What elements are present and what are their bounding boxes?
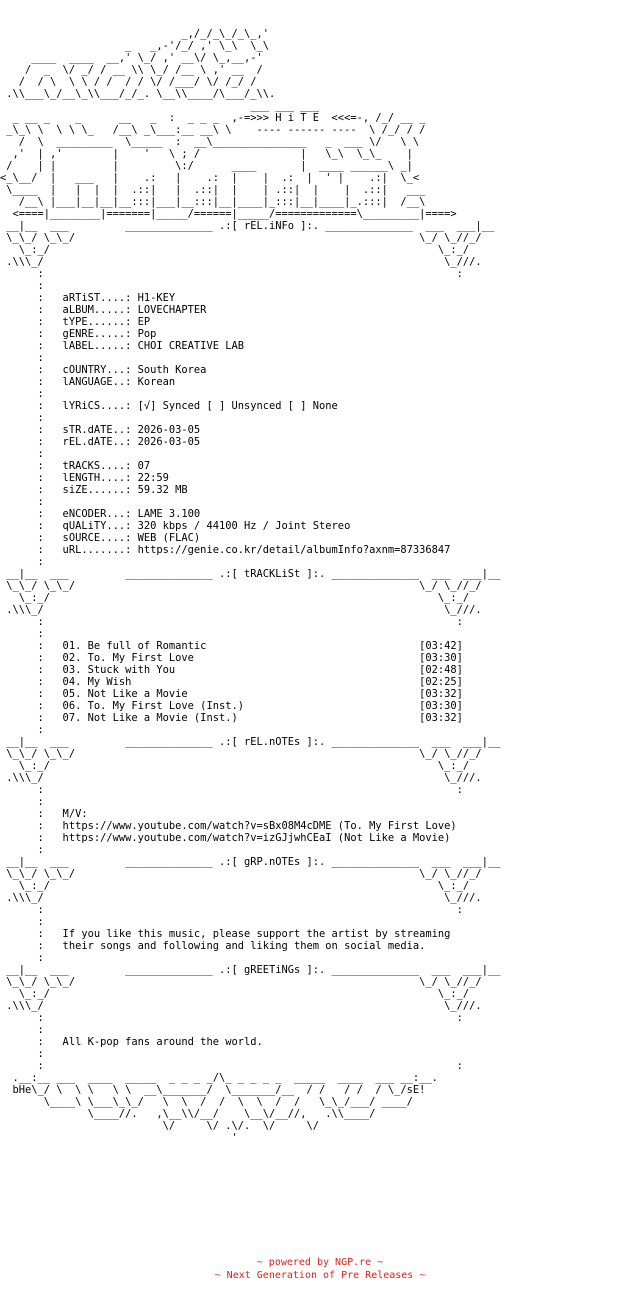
nfo-line: : aLBUM.....: LOVECHAPTER xyxy=(0,304,207,316)
nfo-line: \_\_/ \_\_/ \_/ \_//_/ xyxy=(0,976,482,988)
nfo-line: .__:__ ___ ____ _____ _ _ _ _/\_ _ _ _ _ _____ ____ ___ __:__. xyxy=(0,1072,438,1084)
nfo-line: : : xyxy=(0,616,463,628)
nfo-line: __|__ ___ ______________ .:[ rEL.iNFo ]:. ______________ ___ ___|__ xyxy=(0,220,495,232)
nfo-line: \_\_/ \_\_/ \_/ \_//_/ xyxy=(0,580,482,592)
nfo-line: ,' | ,' | ' \ ; / | \_\ \_\_ | xyxy=(0,148,413,160)
nfo-line: : sOURCE....: WEB (FLAC) xyxy=(0,532,201,544)
nfo-line: \____\ \___\_\_/ \ \ / / \ \ / / \_\_/___/ ____/ xyxy=(0,1096,413,1108)
footer xyxy=(0,1257,640,1281)
nfo-line: : qUALiTY...: 320 kbps / 44100 Hz / Joint Stereo xyxy=(0,520,351,532)
nfo-line: : xyxy=(0,448,44,460)
nfo-line: ____ ____ __,' \_/ ,' __\/ \_,__,-' xyxy=(0,52,263,64)
nfo-line: /__\ |___|__|__|__:::|___|__:::|__|____|_:::|__|____|_.:::| /__\ xyxy=(0,196,426,208)
nfo-line: : aRTiST....: H1-KEY xyxy=(0,292,176,304)
nfo-line: : M/V: xyxy=(0,808,88,820)
nfo-line: : lENGTH....: 22:59 xyxy=(0,472,169,484)
nfo-line: \_:_/ \_:_/ xyxy=(0,244,470,256)
nfo-line: : xyxy=(0,556,44,568)
nfo-line: __|__ ___ ______________ .:[ tRACKLiSt ]:. ______________ ___ ___|__ xyxy=(0,568,501,580)
nfo-line: / / \ \ \ / / / / \/ /___/ \/ /_/ / xyxy=(0,76,257,88)
powered-by-prefix: ~ powered by xyxy=(256,1257,336,1268)
nfo-line: : 01. Be full of Romantic [03:42] xyxy=(0,640,463,652)
nfo-line: : 07. Not Like a Movie (Inst.) [03:32] xyxy=(0,712,463,724)
nfo-line: <_\__/ | ___ | .: | .: | | .: | ' | .:| \_< xyxy=(0,172,420,184)
nfo-line: : cOUNTRY...: South Korea xyxy=(0,364,207,376)
ngp-link[interactable]: NGP.re xyxy=(335,1257,372,1268)
nfo-line: _\_\ \ \ \ \_ /__\ _\___:__ __\ \ ---- ------ ---- \ /_/ / / xyxy=(0,124,426,136)
nfo-line: __|__ ___ ______________ .:[ gREETiNGs ]:. ______________ ___ ___|__ xyxy=(0,964,501,976)
nfo-line: _ _,-'/_/ ,' \_\ \_\ xyxy=(0,40,269,52)
nfo-line: : xyxy=(0,916,44,928)
nfo-line: \_:_/ \_:_/ xyxy=(0,988,470,1000)
nfo-line: : eNCODER...: LAME 3.100 xyxy=(0,508,201,520)
nfo-line: : siZE......: 59.32 MB xyxy=(0,484,188,496)
nfo-line: : sTR.dATE..: 2026-03-05 xyxy=(0,424,201,436)
nfo-line: : xyxy=(0,952,44,964)
nfo-line: : 04. My Wish [02:25] xyxy=(0,676,463,688)
nfo-line: __|__ ___ ______________ .:[ rEL.nOTEs ]:. ______________ ___ ___|__ xyxy=(0,736,501,748)
nfo-line: \_:_/ \_:_/ xyxy=(0,880,470,892)
nfo-line: : : xyxy=(0,1060,463,1072)
nfo-line: _ __ _ _ __ _ : _ _ _ ,-=>>> H i T E <<<=-, /_/ __ _ xyxy=(0,112,426,124)
nfo-line: : xyxy=(0,388,44,400)
nfo-line: : : xyxy=(0,268,463,280)
tagline: ~ Next Generation of Pre Releases ~ xyxy=(214,1270,426,1281)
nfo-line: : lYRiCS....: [√] Synced [ ] Unsynced [ ] None xyxy=(0,400,338,412)
powered-by-line xyxy=(0,1257,640,1268)
nfo-line: / _ \/ _/ / __ \\ \_/ /__ \ ,' __ / xyxy=(0,64,263,76)
nfo-line: : xyxy=(0,724,44,736)
nfo-line: : https://www.youtube.com/watch?v=sBx08M4cDME (To. My First Love) xyxy=(0,820,457,832)
nfo-line: : : xyxy=(0,784,463,796)
powered-by-suffix: ~ xyxy=(371,1257,384,1268)
nfo-line: / | | | \:/ ____ | ____ ______\ _| xyxy=(0,160,413,172)
nfo-line: ' xyxy=(0,1132,238,1144)
nfo-line: \_\_/ \_\_/ \_/ \_//_/ xyxy=(0,232,482,244)
nfo-line: : lABEL.....: CHOI CREATIVE LAB xyxy=(0,340,244,352)
nfo-line: \____ | | | | .::| | .::| | | .::| | | .::| ___ xyxy=(0,184,426,196)
nfo-line: : xyxy=(0,280,44,292)
nfo-line: .\\\_/ \_///. xyxy=(0,892,482,904)
nfo-line: : https://www.youtube.com/watch?v=izGJjwhCEaI (Not Like a Movie) xyxy=(0,832,451,844)
nfo-line: <====|________|=======|_____/======|_____/=============\_________|====> xyxy=(0,208,457,220)
nfo-line: : 02. To. My First Love [03:30] xyxy=(0,652,463,664)
nfo-line: _,/_/_\_/_\_,' xyxy=(0,28,269,40)
nfo-line: : xyxy=(0,844,44,856)
nfo-line: \/ \/ .\/. \/ \/ xyxy=(0,1120,320,1132)
nfo-line: : gENRE.....: Pop xyxy=(0,328,157,340)
nfo-line: \_\_/ \_\_/ \_/ \_//_/ xyxy=(0,748,482,760)
nfo-line: ___ ___ ___ xyxy=(0,100,320,112)
nfo-line: : lANGUAGE..: Korean xyxy=(0,376,176,388)
nfo-line: \_:_/ \_:_/ xyxy=(0,592,470,604)
nfo-line: bHe\_/ \ \ \ \ \ __\_______/ \_______/__ / / / / / \_/sE! xyxy=(0,1084,426,1096)
nfo-line: \_\_/ \_\_/ \_/ \_//_/ xyxy=(0,868,482,880)
nfo-line: .\\\_/ \_///. xyxy=(0,772,482,784)
nfo-document xyxy=(0,28,500,1144)
nfo-line: : : xyxy=(0,1012,463,1024)
nfo-line: / \ _________ \_____ : __\_______________ _ ___ \/ \ \ xyxy=(0,136,420,148)
nfo-line: : rEL.dATE..: 2026-03-05 xyxy=(0,436,201,448)
nfo-line: : 06. To. My First Love (Inst.) [03:30] xyxy=(0,700,463,712)
nfo-line: : their songs and following and liking them on social media. xyxy=(0,940,426,952)
nfo-line: : 03. Stuck with You [02:48] xyxy=(0,664,463,676)
nfo-line: .\\___\_/__\_\\___/_/_. \__\\____/\___/_\\. xyxy=(0,88,276,100)
nfo-line: \____//. ,\__\\/__/ \__\/__//, .\\____/ xyxy=(0,1108,376,1120)
nfo-line: : xyxy=(0,412,44,424)
nfo-line: : xyxy=(0,796,44,808)
nfo-line: : xyxy=(0,1048,44,1060)
nfo-line: __|__ ___ ______________ .:[ gRP.nOTEs ]:. ______________ ___ ___|__ xyxy=(0,856,501,868)
nfo-line: : xyxy=(0,496,44,508)
nfo-line: : 05. Not Like a Movie [03:32] xyxy=(0,688,463,700)
nfo-line: : tYPE......: EP xyxy=(0,316,151,328)
nfo-line: : : xyxy=(0,904,463,916)
nfo-line: : All K-pop fans around the world. xyxy=(0,1036,263,1048)
nfo-line: : If you like this music, please support the artist by streaming xyxy=(0,928,451,940)
nfo-line: : uRL.......: https://genie.co.kr/detail/albumInfo?axnm=87336847 xyxy=(0,544,451,556)
nfo-line: : xyxy=(0,1024,44,1036)
nfo-line: : tRACKS....: 07 xyxy=(0,460,151,472)
nfo-line: .\\\_/ \_///. xyxy=(0,1000,482,1012)
nfo-line: : xyxy=(0,628,44,640)
nfo-line: : xyxy=(0,352,44,364)
nfo-line: .\\\_/ \_///. xyxy=(0,604,482,616)
nfo-line: \_:_/ \_:_/ xyxy=(0,760,470,772)
nfo-line: .\\\_/ \_///. xyxy=(0,256,482,268)
